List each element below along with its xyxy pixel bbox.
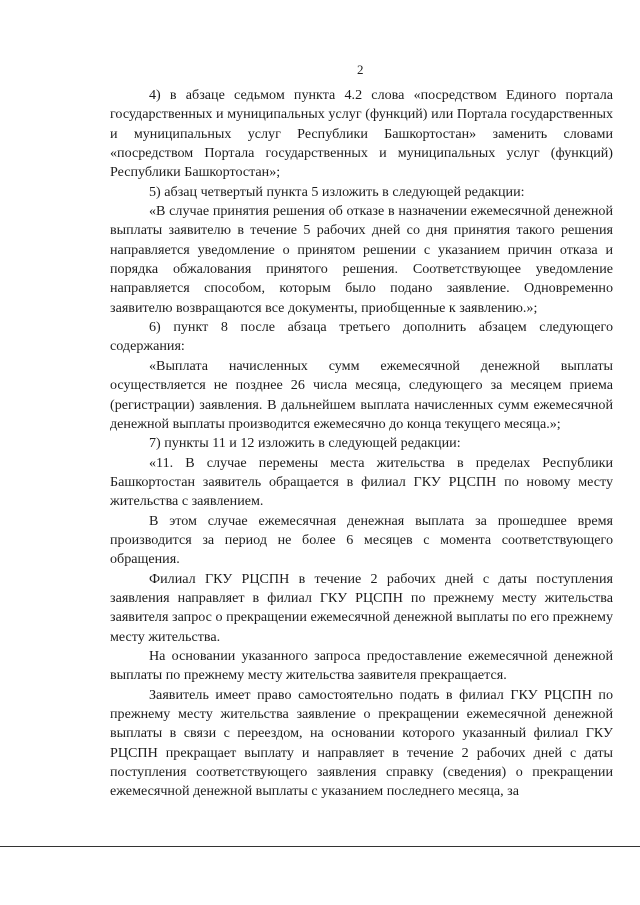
page-number: 2 [357,62,364,77]
document-body [110,86,613,802]
paragraph-6: 7) пункты 11 и 12 изложить в следующей редакции: [149,435,461,452]
paragraph-1: 4) в абзаце седьмом пункта 4.2 слова «посредством Единого портала государственных и муниципальных услуг (функций) или Портала государственных и муниципальных услуг Республики Башкортостан» заменить словами «посредством Портала государственных и муниципальных услуг (функций) Республики Башкортостан»; [110,87,613,181]
paragraph-3: «В случае принятия решения об отказе в назначении ежемесячной денежной выплаты заявителю в течение 5 рабочих дней со дня принятия такого решения направляется уведомление о принятом решении с указанием причин отказа и порядка обжалования принятого решения. Соответствующее уведомление направляется способом, которым было подано заявление. Одновременно заявителю возвращаются все документы, приобщенные к заявлению.»; [110,203,613,316]
paragraph-4: 6) пункт 8 после абзаца третьего дополнить абзацем следующего содержания: [110,319,613,355]
paragraph-8: В этом случае ежемесячная денежная выплата за прошедшее время производится за период не более 6 месяцев с момента соответствующего обращения. [110,512,613,568]
bottom-rule [0,846,640,847]
paragraph-11: Заявитель имеет право самостоятельно подать в филиал ГКУ РЦСПН по прежнему месту жительства заявление о прекращении ежемесячной денежной выплаты в связи с переездом, на основании которого указанный филиал ГКУ РЦСПН прекращает выплату и направляет в течение 2 рабочих дней с даты поступления соответствующего заявления справку (сведения) о прекращении ежемесячной денежной выплаты с указанием последнего месяца, за [110,686,613,800]
paragraph-2: 5) абзац четвертый пункта 5 изложить в следующей редакции: [149,183,525,200]
paragraph-7: «11. В случае перемены места жительства в пределах Республики Башкортостан заявитель обращается в филиал ГКУ РЦСПН по новому месту жительства с заявлением. [110,454,613,510]
paragraph-5: «Выплата начисленных сумм ежемесячной денежной выплаты осуществляется не позднее 26 числа месяца, следующего за месяцем приема (регистрации) заявления. В дальнейшем выплата начисленных сумм ежемесячной денежной выплаты производится ежемесячно до конца текущего месяца.»; [110,357,613,432]
paragraph-10: На основании указанного запроса предоставление ежемесячной денежной выплаты по прежнему месту жительства заявителя прекращается. [110,647,613,684]
paragraph-9: Филиал ГКУ РЦСПН в течение 2 рабочих дней с даты поступления заявления направляет в филиал ГКУ РЦСПН по прежнему месту жительства заявителя запрос о прекращении ежемесячной денежной выплаты по его прежнему месту жительства. [110,570,613,645]
